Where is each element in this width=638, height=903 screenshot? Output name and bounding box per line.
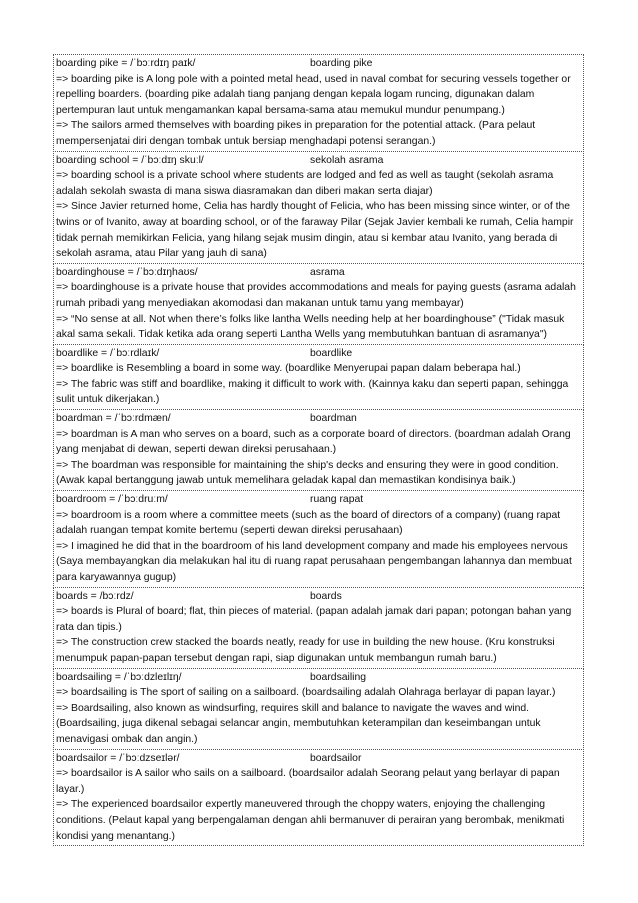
- word-pronunciation: boarding school = /ˈbɔːdɪŋ skuːl/: [56, 154, 204, 166]
- entry-header: [56, 153, 581, 169]
- vocabulary-entry: [53, 668, 584, 750]
- entry-header: [56, 492, 581, 508]
- word-translation: boards: [310, 590, 342, 602]
- entry-header: [56, 411, 581, 427]
- entry-header: [56, 670, 581, 686]
- definition-text: => boardsailor is A sailor who sails on a sailboard. (boardsailor adalah Seorang pelaut yang berlayar di papan layar.): [56, 768, 560, 795]
- example-text: => The fabric was stiff and boardlike, making it difficult to work with. (Kainnya kaku dan seperti papan, sehingga sulit untuk dikerjakan.): [56, 378, 569, 406]
- word-translation: boardsailing: [310, 671, 367, 683]
- word-translation: boardsailor: [310, 752, 362, 764]
- example-text: => The boardman was responsible for maintaining the ship's decks and ensuring they were in good condition. (Awak kapal bertanggung jawab untuk memelihara geladak kapal dan memastikan kondisinya baik.): [56, 459, 559, 487]
- vocabulary-entry: [53, 587, 584, 669]
- definition-text: => boarding pike is A long pole with a pointed metal head, used in naval combat for securing vessels together or repelling boarders. (boarding pike adalah tiang panjang dengan kepala logam runcing, digunakan dalam pertempuran laut untuk mengamankan kapal bersama-sama atau memukul mundur penumpang.): [56, 73, 571, 116]
- entry-header: [56, 56, 581, 72]
- word-pronunciation: boardlike = /ˈbɔːrdlaɪk/: [56, 347, 160, 359]
- entry-header: [56, 751, 581, 767]
- word-pronunciation: boards = /bɔːrdz/: [56, 590, 134, 602]
- vocabulary-entry: [53, 749, 584, 847]
- word-pronunciation: boardroom = /ˈbɔːdruːm/: [56, 494, 168, 506]
- definition-text: => boardlike is Resembling a board in some way. (boardlike Menyerupai papan dalam beberapa hal.): [56, 363, 521, 375]
- example-text: => The construction crew stacked the boards neatly, ready for use in building the new house. (Kru konstruksi menumpuk papan-papan tersebut dengan rapi, siap digunakan untuk membangun rumah baru.): [56, 637, 555, 664]
- vocabulary-entry: [53, 54, 584, 152]
- example-text: => The experienced boardsailor expertly maneuvered through the choppy waters, enjoying the challenging conditions. (Pelaut kapal yang berpengalaman dengan ahli bermanuver di perairan yang berombak, menikmati kondisi yang menantang.): [56, 799, 565, 842]
- example-text: => “No sense at all. Not when there’s folks like lantha Wells needing help at her boardinghouse” ("Tidak masuk akal sama sekali. Tidak ketika ada orang seperti Lantha Wells yang membutuhkan bantuan di asramanya"): [56, 313, 565, 341]
- word-translation: ruang rapat: [310, 494, 364, 506]
- entry-header: [56, 265, 581, 281]
- vocabulary-entry: [53, 409, 584, 491]
- vocabulary-entry: [53, 151, 584, 264]
- definition-text: => boardman is A man who serves on a board, such as a corporate board of directors. (boardman adalah Orang yang menjabat di dewan, seperti dewan direksi perusahaan.): [56, 428, 571, 456]
- word-translation: boardlike: [310, 347, 353, 359]
- example-text: => I imagined he did that in the boardroom of his land development company and made his employees nervous (Saya membayangkan dia melakukan hal itu di ruang rapat perusahaan pengembangan lahannya dan membuat para karyawannya gugup): [56, 540, 572, 583]
- definition-text: => boardsailing is The sport of sailing on a sailboard. (boardsailing adalah Olahraga berlayar di papan layar.): [56, 687, 556, 699]
- word-pronunciation: boardman = /ˈbɔːrdmæn/: [56, 413, 171, 425]
- word-pronunciation: boarding pike = /ˈbɔːrdɪŋ paɪk/: [56, 58, 196, 69]
- word-translation: boarding pike: [310, 58, 373, 69]
- entry-header: [56, 346, 581, 362]
- vocabulary-entry: [53, 344, 584, 410]
- vocabulary-entry: [53, 263, 584, 345]
- example-text: => Boardsailing, also known as windsurfing, requires skill and balance to navigate the waves and wind. (Boardsailing, juga dikenal sebagai selancar angin, membutuhkan keterampilan dan keseimbangan untuk menavigasi ombak dan angin.): [56, 702, 541, 745]
- vocabulary-entry: [53, 490, 584, 588]
- word-translation: boardman: [310, 413, 357, 425]
- example-text: => The sailors armed themselves with boarding pikes in preparation for the potential attack. (Para pelaut mempersenjatai diri dengan tombak untuk bersiap menghadapi potensi serangan.): [56, 120, 536, 147]
- vocabulary-list: [53, 55, 584, 846]
- entry-header: [56, 589, 581, 605]
- word-pronunciation: boardinghouse = /ˈbɔːdɪŋhaʊs/: [56, 266, 198, 278]
- word-translation: asrama: [310, 266, 345, 278]
- word-pronunciation: boardsailing = /ˈbɔːdzleɪlɪŋ/: [56, 671, 182, 683]
- definition-text: => boardinghouse is a private house that provides accommodations and meals for paying guests (asrama adalah rumah pribadi yang menyediakan akomodasi dan makanan untuk tamu yang membayar): [56, 282, 576, 309]
- example-text: => Since Javier returned home, Celia has hardly thought of Felicia, who has been missing since winter, or of the twins or of Ivanito, away at boarding school, or of the faraway Pilar (Sejak Javier kembali ke rumah, Celia hampir tidak pernah memikirkan Felicia, yang hilang sejak musim dingin, atau si kembar atau Ivanito, yang berada di sekolah asrama, atau Pilar yang jauh di sana): [56, 201, 574, 260]
- definition-text: => boardroom is a room where a committee meets (such as the board of directors of a company) (ruang rapat adalah ruangan tempat komite bertemu (seperti dewan direksi perusahaan): [56, 509, 561, 537]
- word-pronunciation: boardsailor = /ˈbɔːdzseɪlər/: [56, 752, 180, 764]
- definition-text: => boarding school is a private school where students are lodged and fed as well as taught (sekolah asrama adalah sekolah swasta di mana siswa diasramakan dan diberi makan serta diajar): [56, 170, 554, 197]
- word-translation: sekolah asrama: [310, 154, 384, 166]
- definition-text: => boards is Plural of board; flat, thin pieces of material. (papan adalah jamak dari papan; potongan bahan yang rata dan tipis.): [56, 606, 572, 633]
